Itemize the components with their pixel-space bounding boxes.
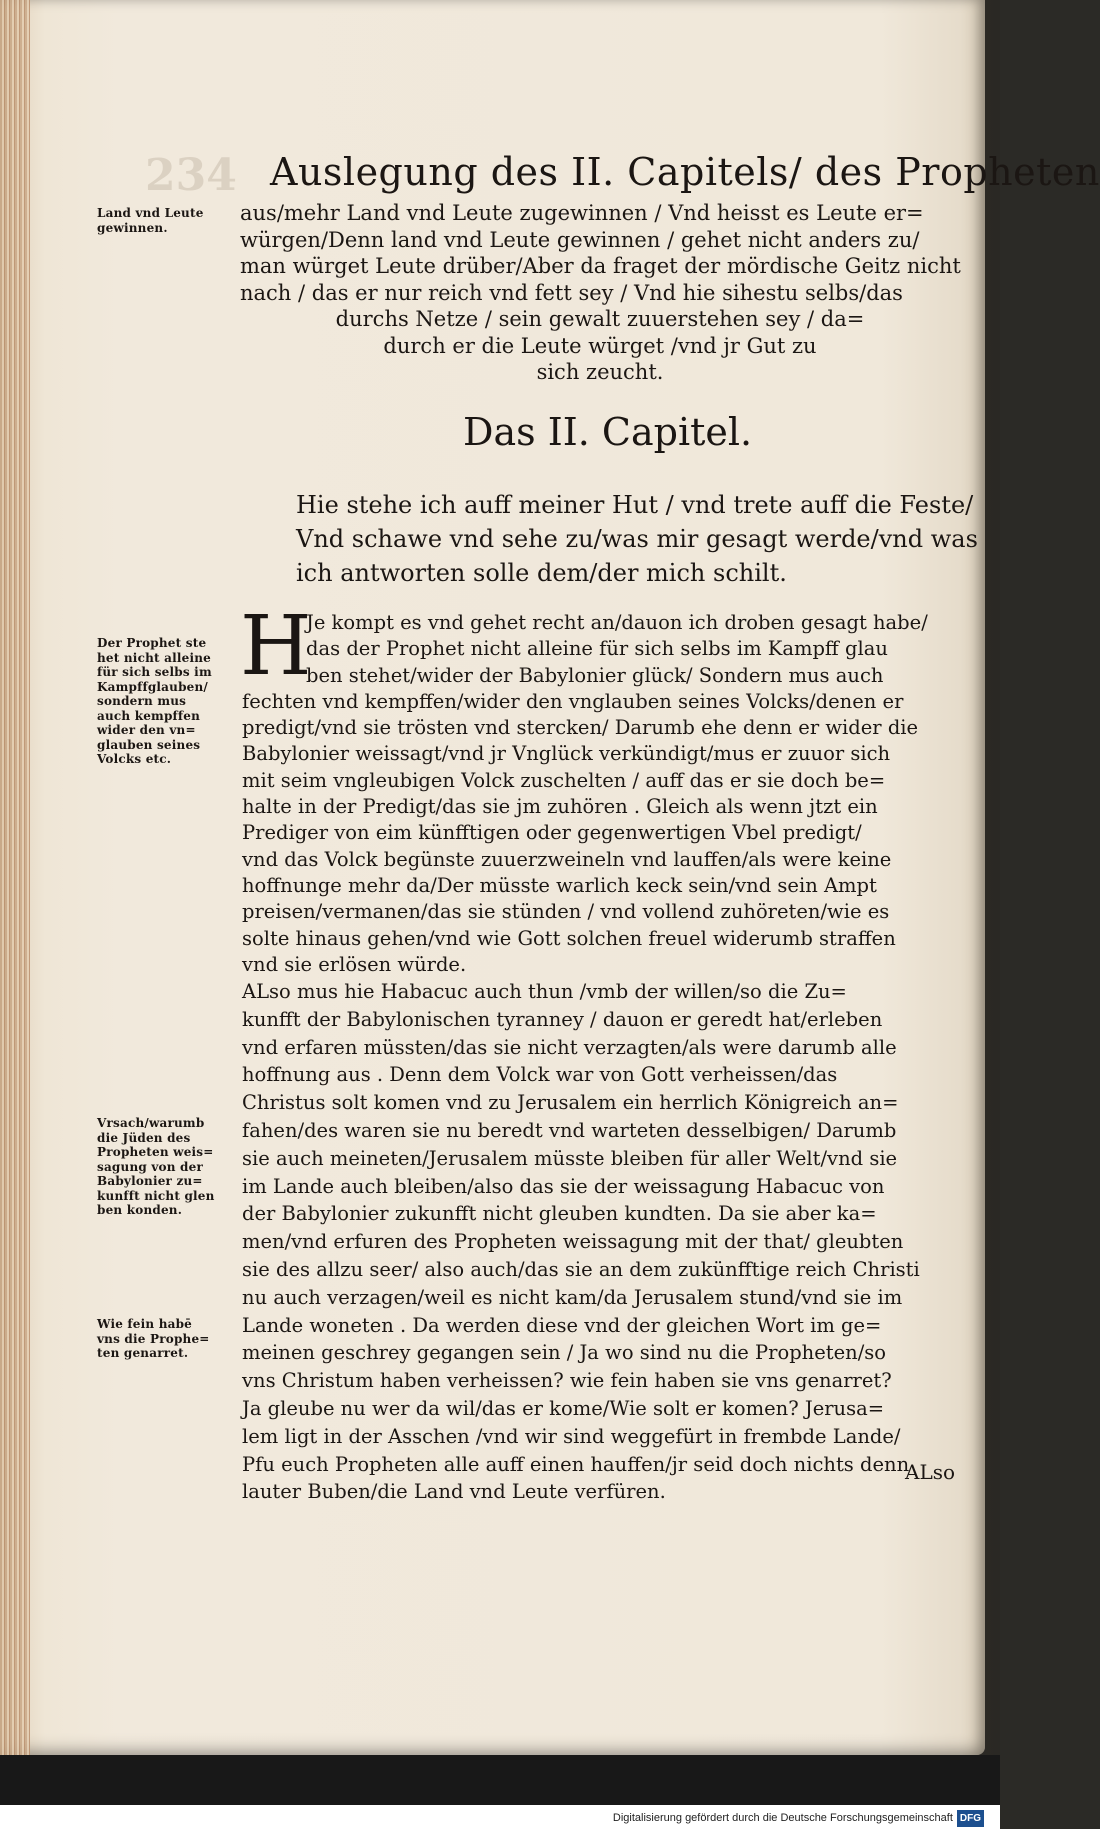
ghost-page-number: 234 bbox=[145, 150, 237, 201]
body-paragraph-1: Je kompt es vnd gehet recht an/dauon ich droben gesagt habe/ das der Prophet nicht alleine für sich selbs im Kampff glau ben stehet/wider der Babylonier glück/ Sondern mus auch fechten vnd kempffen/wider den vnglauben seines Volcks/denen er predigt/vnd sie trösten vnd stercken/ Darumb ehe denn er wider die Babylonier weissagt/vnd jr Vnglück verkündigt/mus er zuuor sich mit seim vngleubigen Volck zuschelten / auff das er sie doch be= halte in der Predigt/das sie jm zuhören . Gleich als wenn jtzt ein Prediger von eim künfftigen oder gegenwertigen Vbel predigt/ vnd das Volck begünste zuuerzweineln vnd lauffen/als were keine hoffnunge mehr da/Der müsste warlich keck sein/vnd sein Ampt preisen/vermanen/das sie stünden / vnd vollend zuhöreten/wie es solte hinaus gehen/vnd wie Gott solchen freuel widerumb straffen vnd sie erlösen würde. bbox=[242, 611, 928, 976]
intro-paragraph: aus/mehr Land vnd Leute zugewinnen / Vnd heisst es Leute er= würgen/Denn land vnd Leute gewinnen / gehet nicht anders zu/ man würget Leute drüber/Aber da fraget der mördische Geitz nicht nach / das er nur reich vnd fett sey / Vnd hie sihestu selbs/das durchs Netze / sein gewalt zuuerstehen sey / da= durch er die Leute würget /vnd jr Gut zu sich zeucht. bbox=[240, 201, 961, 384]
digitization-credit bbox=[609, 1808, 988, 1829]
dfg-logo: DFG bbox=[957, 1810, 984, 1827]
credit-text: Digitalisierung gefördert durch die Deutsche Forschungsgemeinschaft bbox=[612, 1812, 953, 1824]
catchword: ALso bbox=[905, 1460, 956, 1484]
scan-bottom-band bbox=[0, 1755, 1000, 1805]
margin-note-3: Vrsach/warumb die Jüden des Propheten weis= sagung von der Babylonier zu= kunfft nicht glen ben konden. bbox=[97, 1116, 215, 1217]
page-edge bbox=[0, 0, 30, 1755]
running-head: Auslegung des II. Capitels/ des Propheten bbox=[270, 150, 1100, 194]
chapter-title: Das II. Capitel. bbox=[463, 410, 753, 454]
margin-note-1: Land vnd Leute gewinnen. bbox=[97, 206, 204, 235]
body-paragraph-2: ALso mus hie Habacuc auch thun /vmb der willen/so die Zu= kunfft der Babylonischen tyranney / dauon er geredt hat/erleben vnd erfaren müssten/das sie nicht verzagten/als were darumb alle hoffnung aus . Denn dem Volck war von Gott verheissen/das Christus solt komen vnd zu Jerusalem ein herrlich Königreich an= fahen/des waren sie nu beredt vnd warteten desselbigen/ Darumb sie auch meineten/Jerusalem müsste bleiben für aller Welt/vnd sie im Lande auch bleiben/also das sie der weissagung Habacuc von der Babylonier zukunfft nicht gleuben kundten. Da sie aber ka= men/vnd erfuren des Propheten weissagung mit der that/ gleubten sie des allzu seer/ also auch/das sie an dem zukünfftige reich Christi nu auch verzagen/weil es nicht kam/da Jerusalem stund/vnd sie im Lande woneten . Da werden diese vnd der gleichen Wort im ge= meinen geschrey gegangen sein / Ja wo sind nu die Propheten/so vns Christum haben verheissen? wie fein haben sie vns genarret? Ja gleube nu wer da wil/das er kome/Wie solt er komen? Jerusa= lem ligt in der Asschen /vnd wir sind weggefürt in frembde Lande/ Pfu euch Propheten alle auff einen hauffen/jr seid doch nichts denn lauter Buben/die Land vnd Leute verfüren. bbox=[242, 980, 920, 1504]
chapter-verse: Hie stehe ich auff meiner Hut / vnd trete auff die Feste/ Vnd schawe vnd sehe zu/was mir gesagt werde/vnd was ich antworten solle dem/der mich schilt. bbox=[296, 491, 978, 587]
margin-note-4: Wie fein habē vns die Prophe= ten genarret. bbox=[97, 1317, 210, 1360]
drop-cap-initial: H bbox=[240, 599, 312, 694]
margin-note-2: Der Prophet ste het nicht alleine für sich selbs im Kampffglauben/ sondern mus auch kempffen wider den vn= glauben seines Volcks etc. bbox=[97, 636, 212, 766]
